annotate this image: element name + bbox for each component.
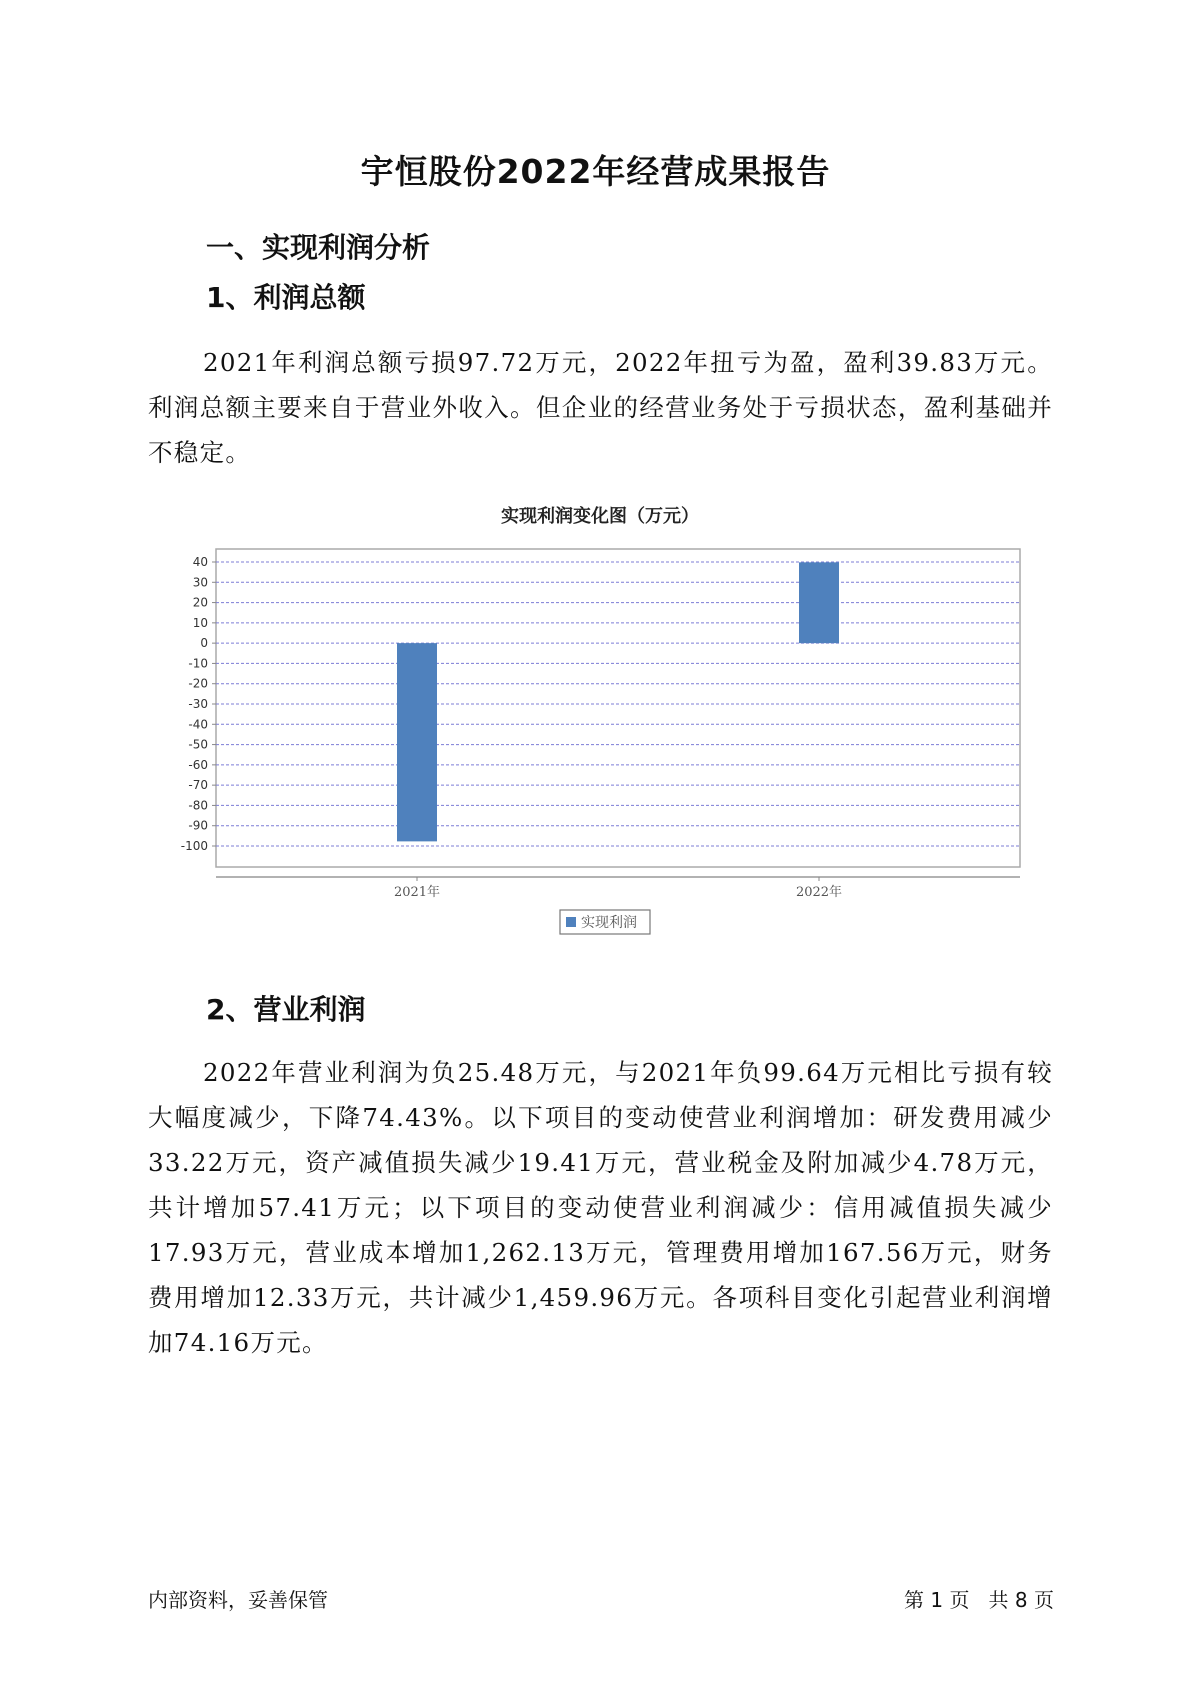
- y-tick-labels: [181, 555, 216, 853]
- y-tick-label: -40: [188, 717, 208, 732]
- y-tick-label: 10: [192, 615, 208, 630]
- y-tick-label: -90: [188, 818, 208, 833]
- y-tick-label: 40: [192, 555, 208, 569]
- profit-bar-chart: [160, 496, 1040, 956]
- y-tick-label: -20: [188, 676, 208, 691]
- legend-swatch: [566, 917, 576, 927]
- chart-title: 实现利润变化图（万元）: [501, 506, 699, 527]
- page-title: 宇恒股份2022年经营成果报告: [360, 152, 831, 191]
- y-tick-label: 20: [192, 595, 208, 610]
- bar-0: [397, 643, 437, 841]
- y-tick-label: -60: [188, 757, 208, 772]
- y-tick-label: -10: [188, 656, 208, 671]
- section-heading-profit-analysis: 一、实现利润分析: [206, 231, 431, 264]
- paragraph-total-profit: 2021年利润总额亏损97.72万元，2022年扭亏为盈，盈利39.83万元。利润总额主要来自于营业外收入。但企业的经营业务处于亏损状态，盈利基础并不稳定。: [148, 348, 1053, 467]
- footer-confidential-note: 内部资料，妥善保管: [148, 1588, 328, 1612]
- x-tick-labels: [394, 877, 842, 900]
- y-tick-label: -80: [188, 798, 208, 813]
- bar-1: [799, 562, 839, 643]
- x-tick-label: 2022年: [795, 885, 843, 900]
- y-tick-label: -100: [180, 839, 208, 853]
- x-tick-label: 2021年: [393, 885, 441, 900]
- paragraph-operating-profit: 2022年营业利润为负25.48万元，与2021年负99.64万元相比亏损有较大幅度减少，下降74.43%。以下项目的变动使营业利润增加：研发费用减少33.22万元，资产减值损失减少19.41万元，营业税金及附加减少4.78万元，共计增加57.41万元；以下项目的变动使营业利润减少：信用减值损失减少17.93万元，营业成本增加1,262.13万元，管理费用增加167.56万元，财务费用增加12.33万元，共计减少1,459.96万元。各项科目变化引起营业利润增加74.16万元。: [148, 1058, 1053, 1357]
- legend-label: 实现利润: [581, 915, 637, 931]
- subheading-operating-profit: 2、营业利润: [206, 993, 366, 1026]
- y-tick-label: 30: [192, 575, 208, 590]
- y-tick-label: -50: [188, 737, 208, 752]
- legend: [560, 910, 650, 934]
- y-tick-label: -70: [188, 778, 208, 793]
- y-tick-label: 0: [200, 636, 208, 651]
- plot-area: [216, 549, 1020, 867]
- footer-page-number: 第 1 页 共 8 页: [904, 1588, 1054, 1612]
- y-tick-label: -30: [188, 697, 208, 711]
- subheading-total-profit: 1、利润总额: [206, 281, 366, 314]
